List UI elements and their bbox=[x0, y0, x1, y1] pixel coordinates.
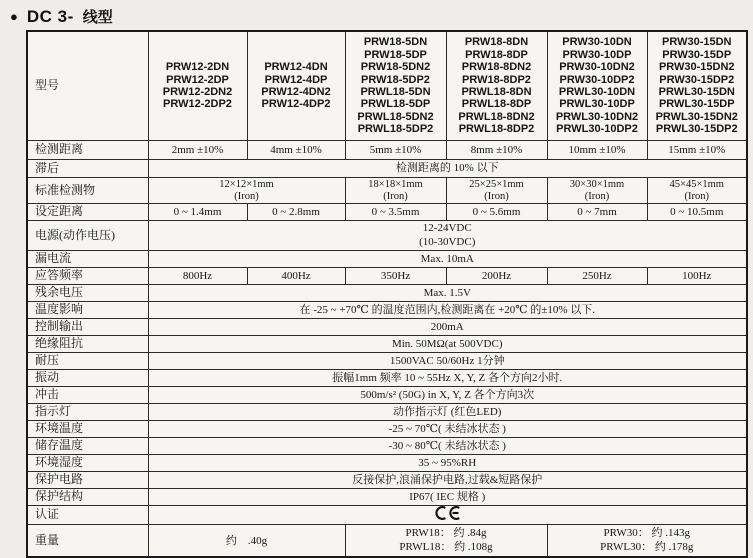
row-label-model: 型号 bbox=[27, 31, 148, 141]
model-name: PRW12-2DN bbox=[165, 61, 230, 74]
row-ambient-humidity bbox=[27, 455, 747, 472]
row-temperature-influence bbox=[27, 302, 747, 319]
row-sensing-distance bbox=[27, 141, 747, 160]
spec-cell: 0 ~ 7mm bbox=[547, 204, 647, 221]
spec-cell: 250Hz bbox=[547, 268, 647, 285]
model-name: PRWL30-10DN2 bbox=[555, 110, 639, 123]
weight-line: PRWL18： 约 .108g bbox=[399, 540, 493, 553]
model-column-3 bbox=[345, 31, 446, 141]
row-label: 振动 bbox=[27, 370, 148, 387]
row-control-output bbox=[27, 319, 747, 336]
model-name: PRW18-5DN bbox=[363, 36, 428, 49]
model-name: PRW12-4DP bbox=[264, 73, 328, 86]
model-name: PRW12-2DP2 bbox=[163, 98, 232, 111]
spec-cell: Min. 50MΩ(at 500VDC) bbox=[148, 336, 747, 353]
row-protection-circuit bbox=[27, 472, 747, 489]
row-label: 环境湿度 bbox=[27, 455, 148, 472]
spec-cell bbox=[345, 178, 446, 204]
spec-cell: 2mm ±10% bbox=[148, 141, 247, 160]
row-insulation-resistance bbox=[27, 336, 747, 353]
power-line2: (10-30VDC) bbox=[419, 235, 476, 248]
model-name: PRW30-15DN bbox=[662, 36, 732, 49]
spec-cell: 400Hz bbox=[247, 268, 345, 285]
spec-cell: 800Hz bbox=[148, 268, 247, 285]
spec-cell: 1500VAC 50/60Hz 1分钟 bbox=[148, 353, 747, 370]
spec-cell: 8mm ±10% bbox=[446, 141, 547, 160]
model-name: PRWL30-15DP bbox=[658, 98, 735, 111]
spec-cell: 100Hz bbox=[647, 268, 747, 285]
model-name: PRW18-8DP bbox=[465, 48, 528, 61]
object-size: 12×12×1mm bbox=[219, 178, 274, 190]
spec-cell: IP67( IEC 规格 ) bbox=[148, 489, 747, 506]
row-label: 标准检测物 bbox=[27, 178, 148, 204]
row-response-frequency bbox=[27, 268, 747, 285]
row-power-supply bbox=[27, 221, 747, 251]
row-label: 应答频率 bbox=[27, 268, 148, 285]
power-line1: 12-24VDC bbox=[422, 222, 472, 234]
row-label: 滞后 bbox=[27, 160, 148, 178]
object-material: (Iron) bbox=[584, 190, 610, 202]
model-name: PRW30-10DP bbox=[562, 48, 632, 61]
model-name: PRW30-15DP bbox=[662, 48, 732, 61]
model-name: PRW30-10DN2 bbox=[559, 61, 635, 74]
row-label: 认证 bbox=[27, 506, 148, 525]
model-name: PRWL30-15DP2 bbox=[655, 123, 738, 136]
model-column-5 bbox=[547, 31, 647, 141]
spec-cell bbox=[148, 506, 747, 525]
row-label: 检测距离 bbox=[27, 141, 148, 160]
spec-cell: 检测距离的 10% 以下 bbox=[148, 160, 747, 178]
spec-cell: -25 ~ 70℃( 未结冰状态 ) bbox=[148, 421, 747, 438]
spec-cell: 5mm ±10% bbox=[345, 141, 446, 160]
object-size: 45×45×1mm bbox=[669, 178, 724, 190]
row-storage-temperature bbox=[27, 438, 747, 455]
model-column-4 bbox=[446, 31, 547, 141]
model-name: PRWL18-8DN2 bbox=[458, 110, 535, 123]
weight-line: PRW30： 约 .143g bbox=[603, 527, 690, 540]
spec-cell bbox=[148, 178, 345, 204]
model-name: PRW12-4DN2 bbox=[261, 86, 331, 98]
section-title bbox=[10, 6, 113, 27]
weight-line: PRWL30： 约 .178g bbox=[600, 540, 694, 553]
model-name: PRWL30-10DP2 bbox=[556, 123, 638, 136]
object-material: (Iron) bbox=[234, 190, 259, 202]
spec-cell: 0 ~ 10.5mm bbox=[647, 204, 747, 221]
model-name: PRW18-8DP2 bbox=[462, 73, 531, 86]
spec-cell: 4mm ±10% bbox=[247, 141, 345, 160]
model-name: PRWL30-15DN2 bbox=[655, 110, 738, 123]
spec-cell: 振幅1mm 频率 10 ~ 55Hz X, Y, Z 各个方向2小时. bbox=[148, 370, 747, 387]
object-size: 25×25×1mm bbox=[469, 178, 524, 190]
spec-cell: 反接保护,浪涌保护电路,过载&短路保护 bbox=[148, 472, 747, 489]
object-size: 18×18×1mm bbox=[368, 178, 423, 190]
model-name: PRWL18-8DN bbox=[461, 86, 532, 98]
row-label: 温度影响 bbox=[27, 302, 148, 319]
row-ambient-temperature bbox=[27, 421, 747, 438]
model-name: PRWL18-5DP bbox=[360, 98, 431, 111]
row-label: 指示灯 bbox=[27, 404, 148, 421]
ce-mark-icon bbox=[434, 506, 461, 524]
spec-cell: 200mA bbox=[148, 319, 747, 336]
row-certification bbox=[27, 506, 747, 525]
spec-cell: Max. 10mA bbox=[148, 251, 747, 268]
row-label: 控制输出 bbox=[27, 319, 148, 336]
spec-cell: 10mm ±10% bbox=[547, 141, 647, 160]
row-residual-voltage bbox=[27, 285, 747, 302]
header-row bbox=[27, 31, 747, 141]
row-label: 环境温度 bbox=[27, 421, 148, 438]
weight-cell-prw12: 约 .40g bbox=[148, 525, 345, 558]
model-name: PRWL18-5DN bbox=[360, 86, 431, 98]
model-name: PRW30-10DP2 bbox=[559, 73, 635, 86]
row-indicator bbox=[27, 404, 747, 421]
row-standard-object bbox=[27, 178, 747, 204]
spec-cell: 0 ~ 3.5mm bbox=[345, 204, 446, 221]
model-name: PRWL18-8DP bbox=[461, 98, 532, 111]
object-material: (Iron) bbox=[383, 190, 408, 202]
model-name: PRWL18-8DP2 bbox=[458, 123, 535, 136]
row-label: 冲击 bbox=[27, 387, 148, 404]
model-column-2 bbox=[247, 31, 345, 141]
model-name: PRWL18-5DN2 bbox=[357, 110, 434, 123]
model-column-6 bbox=[647, 31, 747, 141]
spec-cell: -30 ~ 80℃( 未结冰状态 ) bbox=[148, 438, 747, 455]
model-name: PRWL18-5DP2 bbox=[357, 123, 434, 136]
model-name: PRW18-8DN2 bbox=[461, 61, 532, 74]
spec-cell: 15mm ±10% bbox=[647, 141, 747, 160]
row-label: 耐压 bbox=[27, 353, 148, 370]
bullet-icon: ● bbox=[10, 9, 18, 24]
row-dielectric-strength bbox=[27, 353, 747, 370]
spec-cell: Max. 1.5V bbox=[148, 285, 747, 302]
row-weight bbox=[27, 525, 747, 558]
object-size: 30×30×1mm bbox=[569, 178, 625, 190]
row-label: 保护结构 bbox=[27, 489, 148, 506]
model-name: PRW30-15DN2 bbox=[658, 61, 735, 74]
model-name: PRW18-8DN bbox=[464, 36, 529, 49]
spec-cell bbox=[148, 221, 747, 251]
model-name: PRW30-15DP2 bbox=[659, 73, 735, 86]
row-protection-structure bbox=[27, 489, 747, 506]
model-column-1 bbox=[148, 31, 247, 141]
model-name: PRW30-10DN bbox=[562, 36, 632, 49]
spec-cell: 0 ~ 2.8mm bbox=[247, 204, 345, 221]
row-label: 绝缘阻抗 bbox=[27, 336, 148, 353]
section-title-latin: DC 3- bbox=[26, 6, 74, 26]
weight-cell-prw30 bbox=[547, 525, 747, 558]
spec-cell: 动作指示灯 (红色LED) bbox=[148, 404, 747, 421]
row-label: 储存温度 bbox=[27, 438, 148, 455]
spec-cell: 0 ~ 5.6mm bbox=[446, 204, 547, 221]
spec-cell: 35 ~ 95%RH bbox=[148, 455, 747, 472]
object-material: (Iron) bbox=[684, 190, 709, 202]
model-name: PRW18-5DP2 bbox=[361, 73, 430, 86]
weight-cell-prw18 bbox=[345, 525, 547, 558]
spec-table bbox=[26, 30, 748, 558]
row-label: 电源(动作电压) bbox=[27, 221, 148, 251]
row-hysteresis bbox=[27, 160, 747, 178]
row-label: 漏电流 bbox=[27, 251, 148, 268]
row-label: 保护电路 bbox=[27, 472, 148, 489]
model-name: PRW12-2DP bbox=[166, 73, 229, 86]
spec-cell bbox=[446, 178, 547, 204]
weight-line: PRW18： 约 .84g bbox=[405, 527, 487, 540]
model-name: PRW18-5DN2 bbox=[360, 61, 431, 74]
model-name: PRW12-4DP2 bbox=[261, 98, 331, 111]
model-name: PRW12-4DN bbox=[264, 61, 328, 74]
object-material: (Iron) bbox=[484, 190, 509, 202]
row-vibration bbox=[27, 370, 747, 387]
row-setting-distance bbox=[27, 204, 747, 221]
model-name: PRW18-5DP bbox=[364, 48, 427, 61]
model-name: PRW12-2DN2 bbox=[162, 86, 233, 98]
spec-cell: 350Hz bbox=[345, 268, 446, 285]
row-shock bbox=[27, 387, 747, 404]
spec-cell: 500m/s² (50G) in X, Y, Z 各个方向3次 bbox=[148, 387, 747, 404]
spec-cell: 在 -25 ~ +70℃ 的温度范围内,检测距离在 +20℃ 的±10% 以下. bbox=[148, 302, 747, 319]
row-label: 重量 bbox=[27, 525, 148, 558]
section-title-cjk: 线型 bbox=[82, 9, 113, 26]
row-label: 残余电压 bbox=[27, 285, 148, 302]
spec-cell bbox=[647, 178, 747, 204]
model-name: PRWL30-10DP bbox=[559, 98, 635, 111]
spec-cell: 0 ~ 1.4mm bbox=[148, 204, 247, 221]
row-label: 设定距离 bbox=[27, 204, 148, 221]
spec-cell: 200Hz bbox=[446, 268, 547, 285]
model-name: PRWL30-10DN bbox=[558, 86, 636, 98]
row-leakage-current bbox=[27, 251, 747, 268]
model-name: PRWL30-15DN bbox=[658, 86, 735, 98]
spec-cell bbox=[547, 178, 647, 204]
